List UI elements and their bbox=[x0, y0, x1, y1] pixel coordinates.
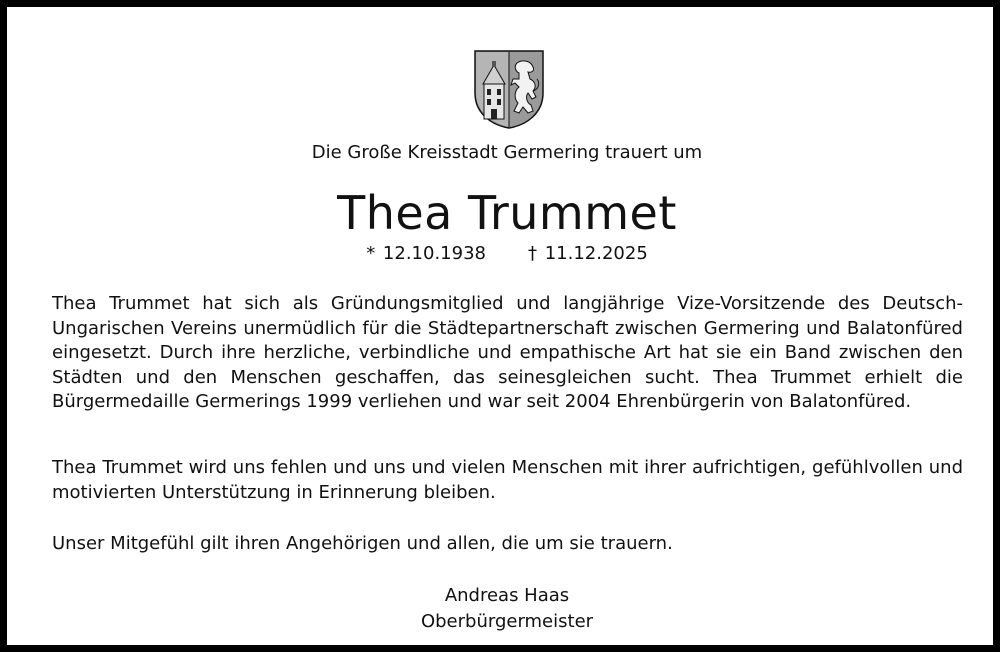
intro-line: Die Große Kreisstadt Germering trauert um bbox=[311, 142, 703, 163]
condolence-paragraph: Unser Mitgefühl gilt ihren Angehörigen und allen, die um sie trauern. bbox=[52, 533, 673, 554]
deceased-name: Thea Trummet bbox=[337, 186, 677, 240]
coat-of-arms-icon bbox=[473, 49, 545, 129]
tribute-paragraph: Thea Trummet hat sich als Gründungsmitglied und langjährige Vize-Vorsitzende des Deutsch-Ungarischen Vereins unermüdlich für die Städtepartnerschaft zwischen Germering und Balatonfüred eingesetzt. Durch ihre herzliche, verbindliche und empathische Art hat sie ein Band zwischen den Städten und den Menschen geschaffen, das seinesgleichen sucht. Thea Trummet erhielt die Bürgermedaille Germerings 1999 verliehen und war seit 2004 Ehrenbürgerin von Balatonfüred. bbox=[52, 293, 963, 412]
remembrance-paragraph: Thea Trummet wird uns fehlen und uns und vielen Menschen mit ihrer aufrichtigen, gefühlvollen und motivierten Unterstützung in Erinnerung bleiben. bbox=[52, 457, 963, 503]
death-date: † 11.12.2025 bbox=[528, 243, 648, 264]
signatory-name: Andreas Haas bbox=[444, 585, 570, 606]
life-dates bbox=[7, 241, 1000, 267]
signatory-title: Oberbürgermeister bbox=[420, 611, 594, 632]
birth-date: * 12.10.1938 bbox=[366, 243, 486, 264]
signature-block bbox=[7, 583, 1000, 635]
